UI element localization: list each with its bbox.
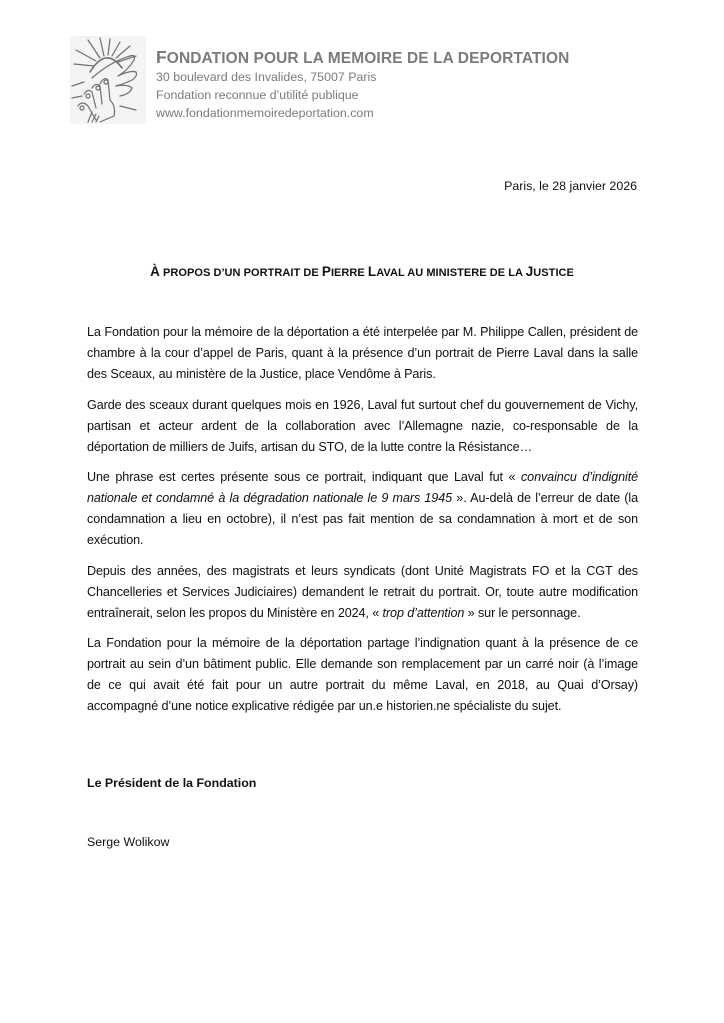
paragraph-text: ». Au-delà de l’erreur de date (la condamnation a lieu en octobre), il n’est pas fait mention de sa condamnation à mort et de son exécution. [87, 491, 639, 547]
paragraph: La Fondation pour la mémoire de la déportation partage l’indignation quant à la présence de ce portrait au sein d’un bâtiment public. Elle demande son remplacement par un carré noir (à l’image de ce qui avait été fait pour un autre portrait du même Laval, en 2018, au Quai d’Orsay) accompagné d’une notice explicative rédigée par un.e historien.ne spécialiste du sujet. [87, 636, 638, 713]
organization-name [156, 48, 569, 68]
signoff-title: Le Président de la Fondation [87, 776, 257, 790]
title-cap: P [321, 264, 331, 279]
org-name-initial: F [156, 47, 167, 67]
organization-block [156, 48, 569, 123]
title-part: USTICE [533, 267, 574, 279]
letterhead [70, 36, 630, 128]
paragraph-text: Une phrase est certes présente sous ce portrait, indiquant que Laval fut « [87, 470, 521, 484]
title-part: IERRE [330, 267, 368, 279]
letter-body [87, 322, 638, 727]
organization-address: 30 boulevard des Invalides, 75007 Paris [156, 70, 377, 84]
title-part: AVAL AU MINISTERE DE LA [376, 267, 526, 279]
title-cap: À [150, 264, 160, 279]
title-part: PROPOS D’UN PORTRAIT DE [159, 267, 322, 279]
title-cap: J [525, 264, 534, 279]
quoted-italic-text: trop d’attention [382, 605, 465, 620]
organization-status: Fondation reconnue d’utilité publique [156, 88, 359, 103]
paragraph: La Fondation pour la mémoire de la déportation a été interpelée par M. Philippe Callen, président de chambre à la cour d’appel de Paris, quant à la présence d’un portrait de Pierre Laval dans la salle des Sceaux, au ministère de la Justice, place Vendôme à Paris. [87, 325, 638, 381]
paragraph-text: » sur le personnage. [464, 605, 581, 620]
date-line: Paris, le 28 janvier 2026 [504, 179, 637, 193]
hands-and-sun-logo-icon [70, 36, 146, 124]
paragraph [87, 467, 638, 551]
quoted-italic-text: convaincu d’indignité nationale et condamné à la dégradation nationale le 9 mars 1945 [87, 470, 638, 505]
org-name-rest: ONDATION POUR LA MEMOIRE DE LA DEPORTATION [166, 50, 570, 67]
title-cap: L [367, 264, 377, 279]
paragraph: Garde des sceaux durant quelques mois en 1926, Laval fut surtout chef du gouvernement de Vichy, partisan et acteur ardent de la collaboration avec l’Allemagne nazie, co-responsable de la déportation de milliers de Juifs, artisan du STO, de la lutte contre la Résistance… [87, 397, 638, 454]
paragraph-text: Depuis des années, des magistrats et leurs syndicats (dont Unité Magistrats FO et la CGT des Chancelleries et Services Judiciaires) demandent le retrait du portrait. Or, toute autre modification entraînerait, selon les propos du Ministère en 2024, « [87, 563, 638, 620]
paragraph [87, 561, 638, 624]
organization-website[interactable]: www.fondationmemoiredeportation.com [156, 106, 374, 121]
signature-name: Serge Wolikow [87, 835, 170, 849]
letter-title [0, 264, 724, 281]
